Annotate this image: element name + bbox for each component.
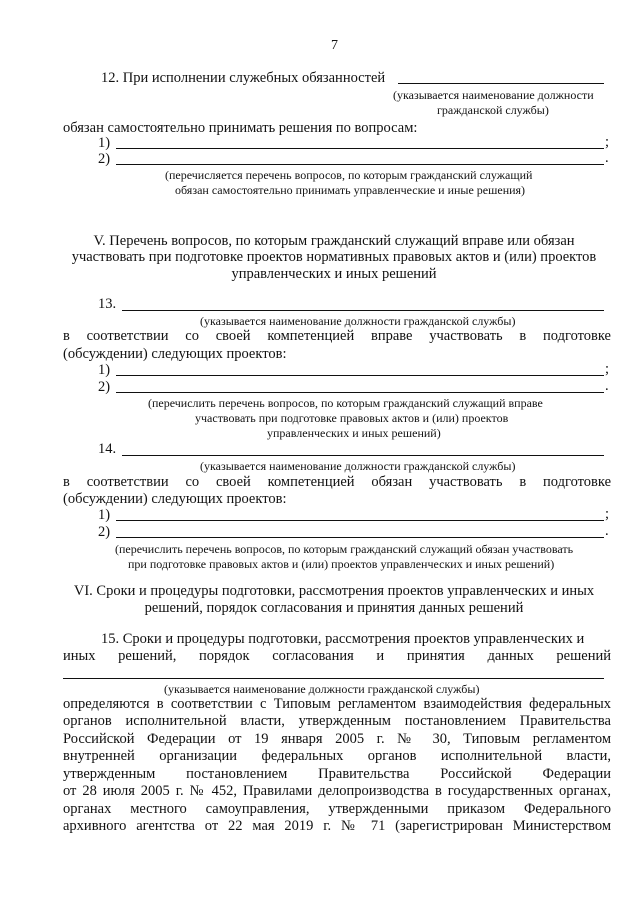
item12-hint2-l2: обязан самостоятельно принимать управленческие и иные решения) bbox=[175, 183, 526, 197]
item13-hint2-l3: управленческих и иных решений) bbox=[267, 426, 441, 440]
item13-position-blank bbox=[122, 310, 604, 311]
item14-num1-end: ; bbox=[605, 506, 610, 522]
item14-p1: в соответствии со своей компетенцией обязан участвовать в подготовке bbox=[63, 474, 611, 490]
item15-body-5: утвержденным постановлением Правительства Российской Федерации bbox=[63, 766, 611, 782]
item13-blank2 bbox=[116, 392, 604, 393]
item13-hint: (указывается наименование должности гражданской службы) bbox=[200, 314, 516, 328]
page-number: 7 bbox=[331, 38, 338, 53]
item13-p2: (обсуждении) следующих проектов: bbox=[63, 346, 287, 362]
item15-l2: иных решений, порядок согласования и принятия данных решений bbox=[63, 648, 611, 664]
item15-body-6: от 28 июля 2005 г. № 452, Правилами делопроизводства в государственных органах, bbox=[63, 783, 611, 799]
item13-num1: 1) bbox=[98, 362, 111, 378]
item14-num: 14. bbox=[98, 441, 117, 457]
item14-hint2-l1: (перечислить перечень вопросов, по которым гражданский служащий обязан участвовать bbox=[115, 542, 574, 556]
item14-hint: (указывается наименование должности гражданской службы) bbox=[200, 459, 516, 473]
section5-heading-l3: управленческих и иных решений bbox=[231, 266, 437, 282]
item12-num2: 2) bbox=[98, 151, 111, 167]
item14-num1: 1) bbox=[98, 507, 111, 523]
item14-position-blank bbox=[122, 455, 604, 456]
item13-num2-end: . bbox=[605, 378, 609, 394]
item15-body-7: органах местного самоуправления, утвержденными приказом Федерального bbox=[63, 801, 611, 817]
item15-position-blank bbox=[63, 678, 604, 679]
item15-body-2: органов исполнительной власти, утвержденным постановлением Правительства bbox=[63, 713, 611, 729]
item13-hint2-l2: участвовать при подготовке правовых актов и (или) проектов bbox=[195, 411, 509, 425]
item14-hint2-l2: при подготовке правовых актов и (или) проектов управленческих и иных решений) bbox=[128, 557, 555, 571]
section5-heading-l2: участвовать при подготовке проектов нормативных правовых актов и (или) проектов bbox=[71, 249, 597, 265]
item14-num2: 2) bbox=[98, 524, 111, 540]
item15-body-1: определяются в соответствии с Типовым регламентом взаимодействия федеральных bbox=[63, 696, 611, 712]
item13-num2: 2) bbox=[98, 379, 111, 395]
item13-num: 13. bbox=[98, 296, 117, 312]
section6-heading-l2: решений, порядок согласования и принятия данных решений bbox=[144, 600, 524, 616]
item13-p1: в соответствии со своей компетенцией вправе участвовать в подготовке bbox=[63, 328, 611, 344]
item13-num1-end: ; bbox=[605, 361, 610, 377]
item15-body-4: внутренней организации федеральных органов исполнительной власти, bbox=[63, 748, 611, 764]
item15-body-3: Российской Федерации от 19 января 2005 г. № 30, Типовым регламентом bbox=[63, 731, 611, 747]
item12-num1: 1) bbox=[98, 135, 111, 151]
item12-blank2 bbox=[116, 164, 604, 165]
item13-blank1 bbox=[116, 375, 604, 376]
item13-hint2-l1: (перечислить перечень вопросов, по которым гражданский служащий вправе bbox=[148, 396, 543, 410]
item12-blank1 bbox=[116, 148, 604, 149]
item12-hint-l1: (указывается наименование должности bbox=[393, 88, 594, 102]
item14-p2: (обсуждении) следующих проектов: bbox=[63, 491, 287, 507]
section5-heading-l1: V. Перечень вопросов, по которым гражданский служащий вправе или обязан bbox=[93, 233, 575, 249]
item14-blank1 bbox=[116, 520, 604, 521]
item12-position-blank bbox=[398, 83, 604, 84]
item12-num1-end: ; bbox=[605, 134, 610, 150]
item14-num2-end: . bbox=[605, 523, 609, 539]
item15-body-8: архивного агентства от 22 мая 2019 г. № 71 (зарегистрирован Министерством bbox=[63, 818, 611, 834]
item12-num2-end: . bbox=[605, 150, 609, 166]
item14-blank2 bbox=[116, 537, 604, 538]
section6-heading-l1: VI. Сроки и процедуры подготовки, рассмотрения проектов управленческих и иных bbox=[73, 583, 595, 599]
item15-hint: (указывается наименование должности гражданской службы) bbox=[164, 682, 480, 696]
item12-hint-l2: гражданской службы) bbox=[437, 103, 549, 117]
item15-l1: 15. Сроки и процедуры подготовки, рассмотрения проектов управленческих и bbox=[101, 631, 585, 647]
item12-line2: обязан самостоятельно принимать решения по вопросам: bbox=[63, 120, 418, 136]
item12-line1: 12. При исполнении служебных обязанностей bbox=[101, 70, 386, 86]
item12-hint2-l1: (перечисляется перечень вопросов, по которым гражданский служащий bbox=[165, 168, 533, 182]
